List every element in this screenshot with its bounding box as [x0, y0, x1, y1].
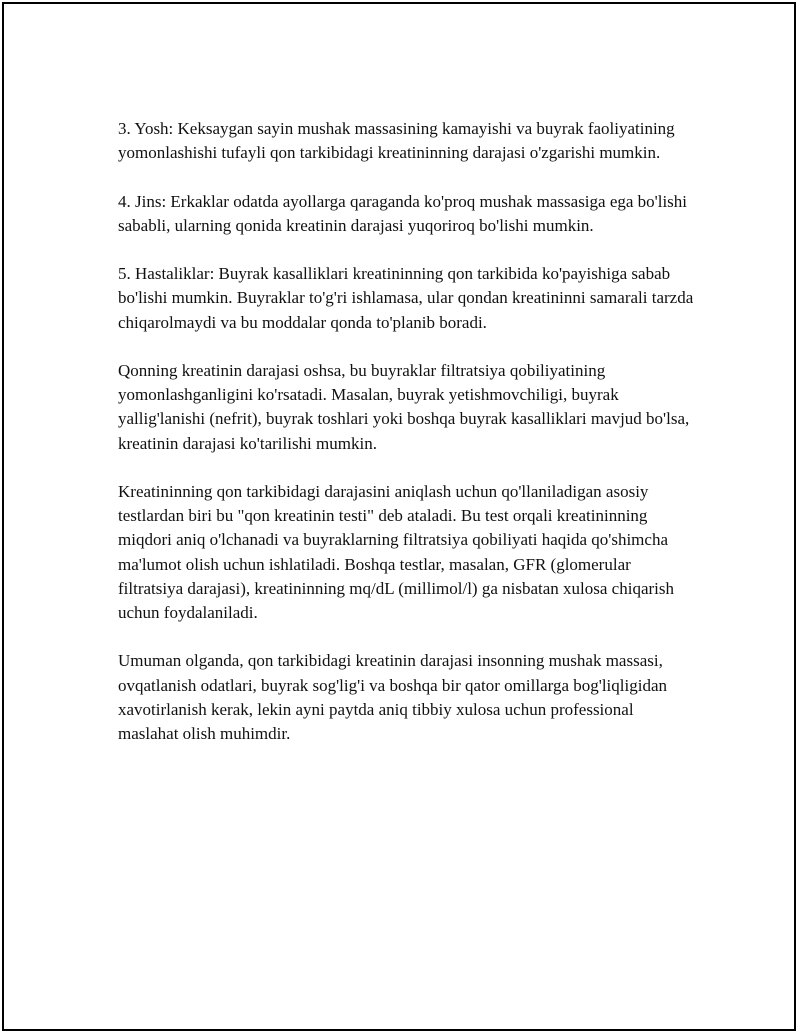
- paragraph-elevated-creatinine: Qonning kreatinin darajasi oshsa, bu buyraklar filtratsiya qobiliyatining yomonlashganligini ko'rsatadi. Masalan, buyrak yetishmovchiligi, buyrak yallig'lanishi (nefrit), buyrak toshlari yoki boshqa buyrak kasalliklari mavjud bo'lsa, kreatinin darajasi ko'tarilishi mumkin.: [118, 360, 690, 453]
- paragraph-age: 3. Yosh: Keksaygan sayin mushak massasining kamayishi va buyrak faoliyatining yomonlashishi tufayli qon tarkibidagi kreatininning darajasi o'zgarishi mumkin.: [118, 119, 675, 163]
- document-body: [118, 117, 698, 770]
- paragraph-gender: 4. Jins: Erkaklar odatda ayollarga qaraganda ko'proq mushak massasiga ega bo'lishi sababli, ularning qonida kreatinin darajasi yuqoriroq bo'lishi mumkin.: [118, 191, 688, 235]
- paragraph-conclusion: Umuman olganda, qon tarkibidagi kreatinin darajasi insonning mushak massasi, ovqatlanish odatlari, buyrak sog'lig'i va boshqa bir qator omillarga bog'liqligidan xavotirlanish kerak, lekin ayni paytda aniq tibbiy xulosa uchun professional maslahat olish muhimdir.: [118, 651, 667, 743]
- paragraph-creatinine-tests: Kreatininning qon tarkibidagi darajasini aniqlash uchun qo'llaniladigan asosiy testlardan biri bu "qon kreatinin testi" deb ataladi. Bu test orqali kreatininning miqdori aniq o'lchanadi va buyraklarning filtratsiya qobiliyati haqida qo'shimcha ma'lumot olish uchun ishlatiladi. Boshqa testlar, masalan, GFR (glomerular filtratsiya darajasi), kreatininning mq/dL (millimol/l) ga nisbatan xulosa chiqarish uchun foydalaniladi.: [118, 481, 674, 622]
- paragraph-diseases: 5. Hastaliklar: Buyrak kasalliklari kreatininning qon tarkibida ko'payishiga sabab bo'lishi mumkin. Buyraklar to'g'ri ishlamasa, ular qondan kreatininni samarali tarzda chiqarolmaydi va bu moddalar qonda to'planib boradi.: [118, 264, 694, 332]
